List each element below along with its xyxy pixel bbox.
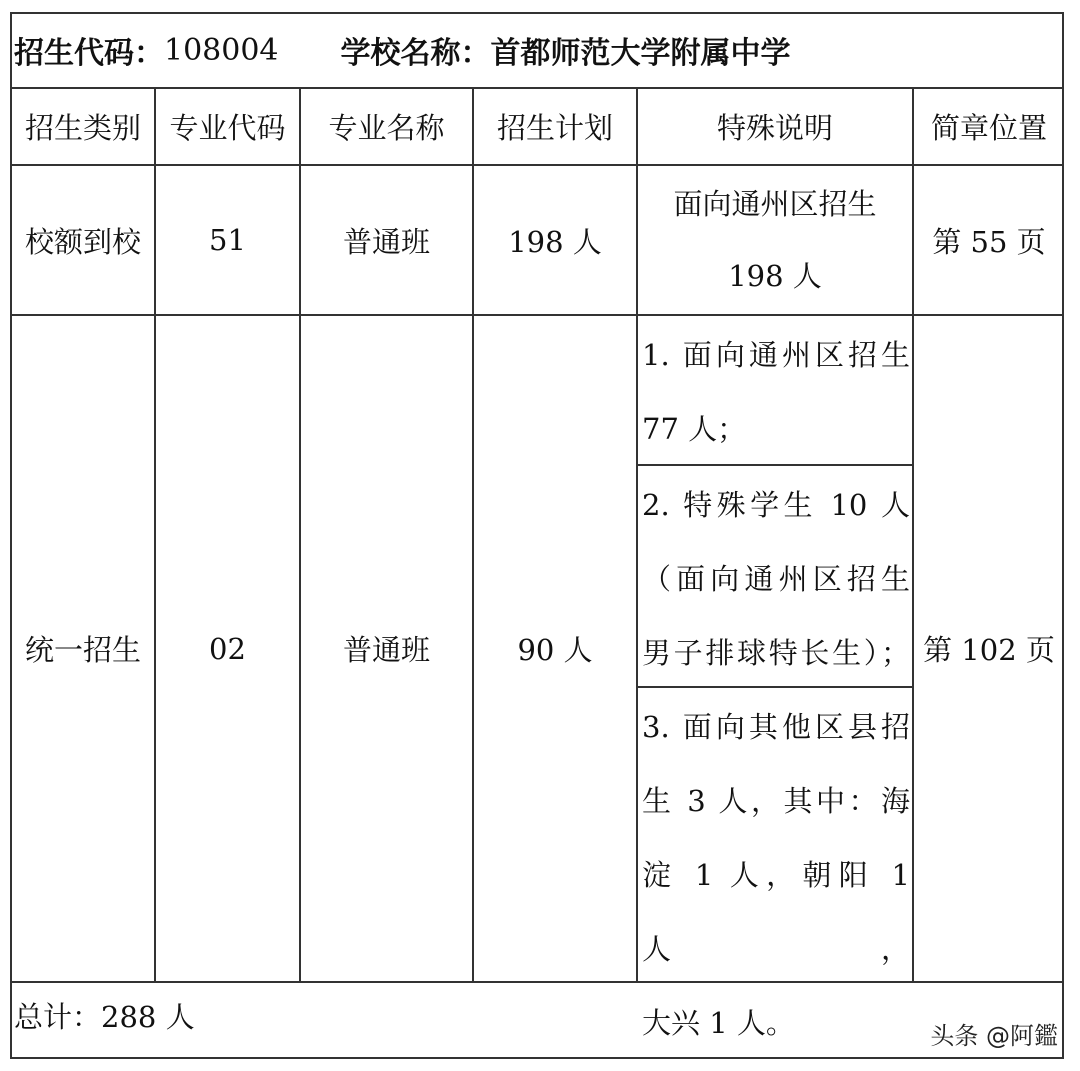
header-brochure-page: 简章位置 xyxy=(930,111,1047,145)
row1-note-line: 面向通州区招生 xyxy=(673,187,877,221)
total-count: 总计：288 人 xyxy=(14,1000,195,1034)
note-line: 淀 1 人，朝阳 1 人， xyxy=(642,858,910,966)
header-plan: 招生计划 xyxy=(496,111,613,145)
note-line: 1. 面向通州区招生 xyxy=(642,338,910,372)
row2-major-code: 02 xyxy=(209,631,246,666)
row1-brochure-page: 第 55 页 xyxy=(932,224,1046,259)
note-line: 大兴 1 人。 xyxy=(642,1006,795,1040)
title-row xyxy=(14,22,791,78)
school-name: 首都师范大学附属中学 xyxy=(490,36,791,71)
note-line: 男子排球特长生）； xyxy=(642,636,910,670)
row1-notes xyxy=(638,166,912,314)
row2-note-2 xyxy=(640,468,912,690)
row2-category: 统一招生 xyxy=(24,633,141,667)
note-line: 77 人； xyxy=(642,412,747,446)
row2-plan: 90 人 xyxy=(517,633,593,667)
note-line: 2. 特殊学生 10 人 xyxy=(642,488,910,522)
note-line: 3. 面向其他区县招 xyxy=(642,710,910,744)
header-notes: 特殊说明 xyxy=(716,111,833,145)
row2-major-name: 普通班 xyxy=(342,633,430,667)
enrollment-code-value: 108004 xyxy=(164,32,279,68)
row1-major-code: 51 xyxy=(209,223,246,257)
enrollment-code-label: 招生代码： xyxy=(14,36,164,71)
row2-note-1 xyxy=(640,318,912,466)
row1-note-line: 198 人 xyxy=(728,259,822,293)
watermark: 头条 @阿鑑 xyxy=(930,1022,1058,1050)
header-major-name: 专业名称 xyxy=(328,111,445,145)
note-line: （面向通州区招生 xyxy=(642,562,910,596)
note-line: 生 3 人，其中：海 xyxy=(642,784,910,818)
school-name-label: 学校名称： xyxy=(340,36,491,71)
row1-category: 校额到校 xyxy=(24,224,141,259)
row2-note-3 xyxy=(640,690,912,1060)
header-major-code: 专业代码 xyxy=(169,111,286,145)
header-category: 招生类别 xyxy=(24,111,141,145)
row1-major-name: 普通班 xyxy=(342,224,430,259)
row2-brochure-page: 第 102 页 xyxy=(923,633,1055,667)
row1-plan: 198 人 xyxy=(508,224,602,259)
